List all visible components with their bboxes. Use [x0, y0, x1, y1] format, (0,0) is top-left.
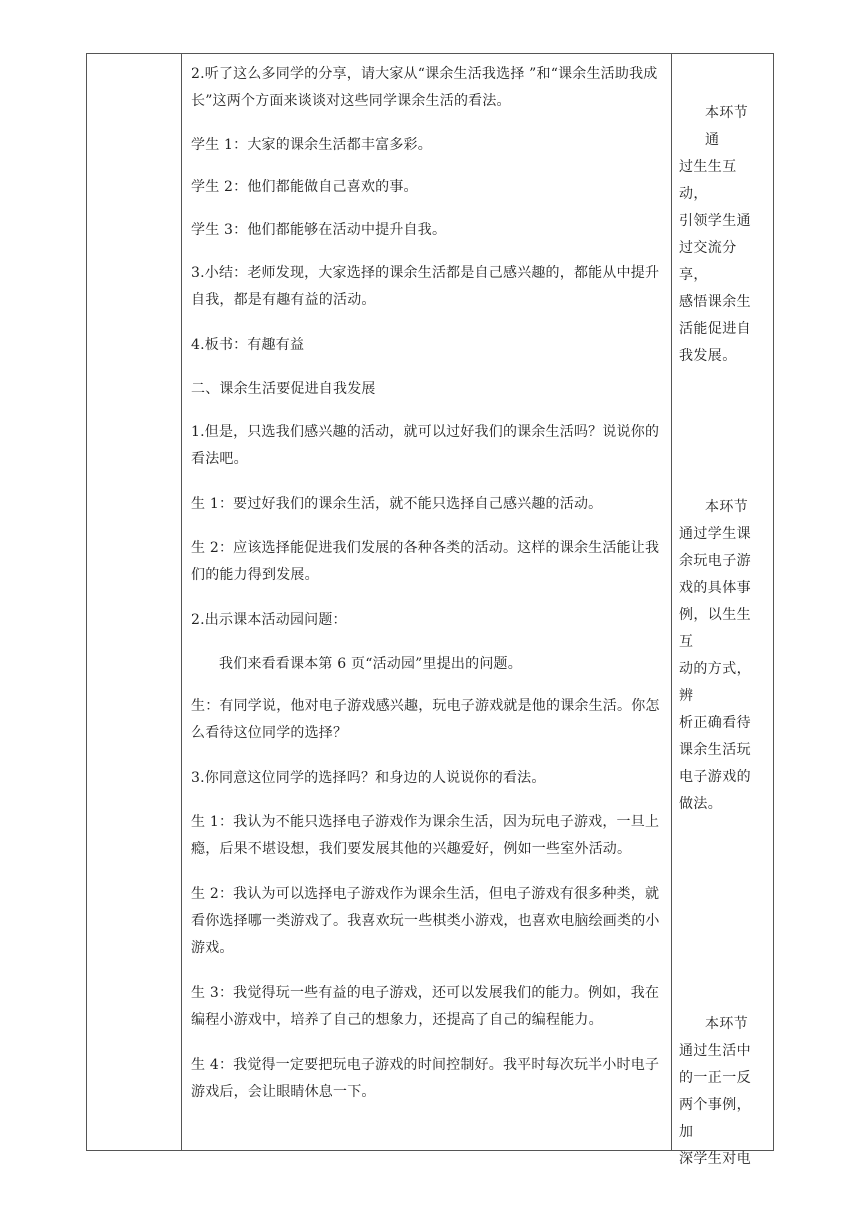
note-line: 动的方式，辨: [679, 661, 751, 704]
paragraph: 1.但是，只选我们感兴趣的活动，就可以过好我们的课余生活吗？说说你的看法吧。: [191, 424, 660, 467]
note-line: 引领学生通: [679, 213, 751, 229]
paragraph: 生 2：我认为可以选择电子游戏作为课余生活，但电子游戏有很多种类，就看你选择哪一类游戏了。我喜欢玩一些棋类小游戏，也喜欢电脑绘画类的小游戏。: [191, 886, 660, 956]
note-line: 余玩电子游: [679, 553, 751, 569]
lesson-table: [86, 53, 774, 1167]
paragraph: 生：有同学说，他对电子游戏感兴趣，玩电子游戏就是他的课余生活。你怎么看待这位同学的选择？: [191, 698, 660, 741]
note-line: 做法。: [679, 796, 723, 812]
note-line: 深学生对电: [679, 1151, 751, 1167]
note-line: 本环节通: [705, 105, 749, 148]
column-divider-right: [671, 54, 672, 1150]
note-line: 本环节: [705, 1016, 749, 1032]
note-line: 两个事例，加: [679, 1097, 751, 1140]
note-line: 感悟课余生: [679, 294, 751, 310]
note-line: 析正确看待: [679, 715, 751, 731]
note-line: 例，以生生互: [679, 607, 751, 650]
column-divider-left: [181, 54, 182, 1150]
note-line: 通过学生课: [679, 526, 751, 542]
paragraph: 3.你同意这位同学的选择吗？和身边的人说说你的看法。: [191, 770, 546, 786]
paragraph: 2.出示课本活动园问题：: [191, 612, 347, 628]
note-line: 戏的具体事: [679, 580, 751, 596]
note-line: 过生生互动，: [679, 159, 737, 202]
paragraph: 生 2：应该选择能促进我们发展的各种各类的活动。这样的课余生活能让我们的能力得到发展。: [191, 540, 660, 583]
paragraph: 4.板书：有趣有益: [191, 337, 305, 353]
design-intent-note-1: [679, 100, 761, 370]
note-line: 通过生活中: [679, 1043, 751, 1059]
paragraph: 生 1：要过好我们的课余生活，就不能只选择自己感兴趣的活动。: [191, 496, 603, 512]
paragraph: 3.小结：老师发现，大家选择的课余生活都是自己感兴趣的，都能从中提升自我，都是有趣有益的活动。: [191, 265, 660, 308]
note-line: 我发展。: [679, 348, 737, 364]
paragraph: 我们来看看课本第 6 页“活动园”里提出的问题。: [219, 656, 522, 672]
design-intent-note-3: [679, 1011, 761, 1173]
paragraph: 生 4：我觉得一定要把玩电子游戏的时间控制好。我平时每次玩半小时电子游戏后，会让眼睛休息一下。: [191, 1057, 660, 1100]
paragraph: 生 1：我认为不能只选择电子游戏作为课余生活，因为玩电子游戏，一旦上瘾，后果不堪设想，我们要发展其他的兴趣爱好，例如一些室外活动。: [191, 814, 660, 857]
note-line: 电子游戏的: [679, 769, 751, 785]
paragraph: 学生 1：大家的课余生活都丰富多彩。: [191, 137, 432, 153]
note-line: 本环节: [705, 499, 749, 515]
note-line: 课余生活玩: [679, 742, 751, 758]
section-heading: 二、课余生活要促进自我发展: [191, 381, 376, 397]
paragraph: 生 3：我觉得玩一些有益的电子游戏，还可以发展我们的能力。例如，我在编程小游戏中，培养了自己的想象力，还提高了自己的编程能力。: [191, 985, 660, 1028]
design-intent-note-2: [679, 494, 761, 818]
paragraph: 2.听了这么多同学的分享，请大家从“课余生活我选择 ”和“课余生活助我成长”这两个方面来谈谈对这些同学课余生活的看法。: [191, 66, 658, 109]
note-line: 的一正一反: [679, 1070, 751, 1086]
paragraph: 学生 3：他们都能够在活动中提升自我。: [191, 222, 447, 238]
note-line: 活能促进自: [679, 321, 751, 337]
paragraph: 学生 2：他们都能做自己喜欢的事。: [191, 179, 418, 195]
note-line: 过交流分享，: [679, 240, 737, 283]
